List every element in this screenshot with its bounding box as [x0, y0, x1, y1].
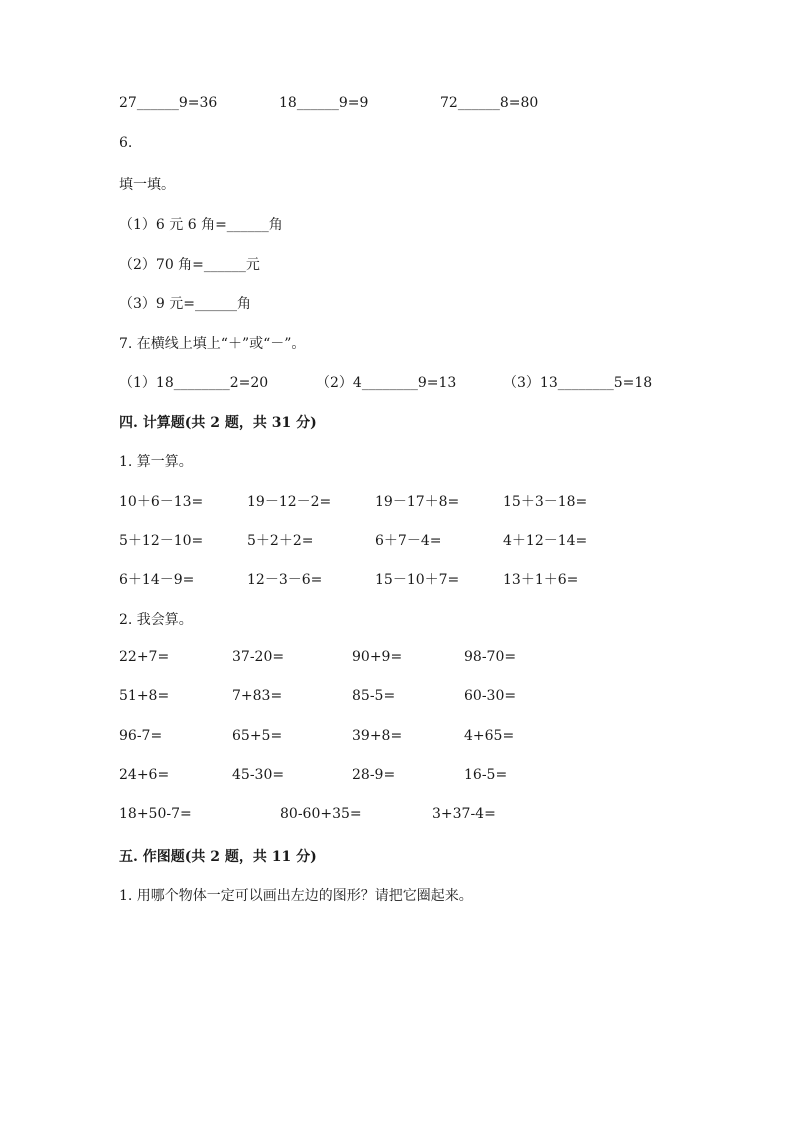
mental-math-row [0, 728, 794, 752]
calc-row [0, 491, 794, 515]
section4-heading: 四. 计算题(共 2 题，共 31 分) [119, 415, 317, 431]
mental-math-item: 37-20= [232, 649, 285, 665]
calc-item: 15－10＋7= [375, 572, 460, 588]
calc-item: 5＋12－10= [119, 533, 204, 549]
mental-math-item: 96-7= [119, 728, 163, 744]
q7-item-3: （3）13________5=18 [503, 375, 653, 391]
q6-item: （3）9 元=______角 [119, 296, 251, 312]
mental-math-item: 28-9= [352, 767, 396, 783]
q7-item-2: （2）4________9=13 [316, 375, 457, 391]
mental-math-row [0, 767, 794, 791]
calc-item: 6＋7－4= [375, 533, 442, 549]
mental-math-item: 3+37-4= [432, 806, 496, 822]
mental-math-item: 85-5= [352, 688, 396, 704]
mental-math-item: 98-70= [464, 649, 517, 665]
mental-math-item: 45-30= [232, 767, 285, 783]
calc-item: 15＋3－18= [503, 494, 588, 510]
mental-math-item: 51+8= [119, 688, 170, 704]
mental-math-item: 16-5= [464, 767, 508, 783]
section5-heading: 五. 作图题(共 2 题，共 11 分) [119, 849, 317, 865]
calc-row [0, 530, 794, 554]
calc-item: 6＋14－9= [119, 572, 195, 588]
mental-math-item: 18+50-7= [119, 806, 192, 822]
mental-math-item: 60-30= [464, 688, 517, 704]
mental-math-item: 24+6= [119, 767, 170, 783]
section4-q2-title: 2. 我会算。 [119, 612, 193, 628]
q7-row [0, 372, 794, 396]
calc-row [0, 569, 794, 593]
calc-item: 19－12－2= [247, 494, 332, 510]
section4-q1-title: 1. 算一算。 [119, 454, 193, 470]
q6-instruction: 填一填。 [119, 177, 175, 193]
calc-item: 13＋1＋6= [503, 572, 579, 588]
mental-math-item: 90+9= [352, 649, 403, 665]
mental-math-item: 22+7= [119, 649, 170, 665]
calc-item: 12－3－6= [247, 572, 323, 588]
q5-item-3: 72______8=80 [440, 95, 539, 111]
mental-math-item: 39+8= [352, 728, 403, 744]
calc-item: 4＋12－14= [503, 533, 588, 549]
calc-item: 10＋6－13= [119, 494, 204, 510]
q5-item-2: 18______9=9 [279, 95, 369, 111]
q6-number: 6. [119, 135, 133, 151]
q7-title: 7. 在横线上填上“＋”或“－”。 [119, 336, 306, 352]
mental-math-item: 4+65= [464, 728, 515, 744]
calc-item: 5＋2＋2= [247, 533, 314, 549]
q6-item: （2）70 角=______元 [119, 257, 260, 273]
q7-item-1: （1）18________2=20 [119, 375, 269, 391]
mental-math-item: 80-60+35= [280, 806, 362, 822]
section5-q1-title: 1. 用哪个物体一定可以画出左边的图形？请把它圈起来。 [119, 888, 473, 904]
mental-math-row [0, 649, 794, 673]
q6-item: （1）6 元 6 角=______角 [119, 217, 283, 233]
mental-math-row [0, 688, 794, 712]
mental-math-item: 7+83= [232, 688, 283, 704]
mental-math-row [0, 806, 794, 830]
mental-math-item: 65+5= [232, 728, 283, 744]
q5-item-1: 27______9=36 [119, 95, 218, 111]
calc-item: 19－17＋8= [375, 494, 460, 510]
q5-row [0, 95, 794, 119]
